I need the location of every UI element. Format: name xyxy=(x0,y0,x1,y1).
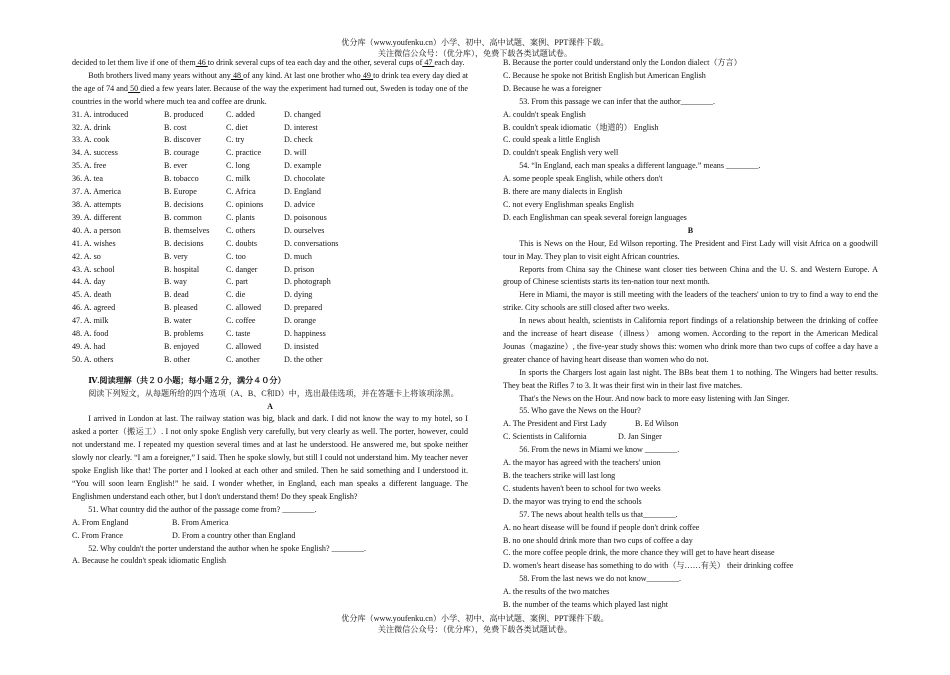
cloze-option: B. Europe xyxy=(164,187,197,197)
option: B. Ed Wilson xyxy=(635,419,679,429)
cloze-option: D. photograph xyxy=(284,277,331,287)
option: D. the mayor was trying to end the schools xyxy=(503,496,642,506)
cloze-option: 46. A. agreed xyxy=(72,303,116,313)
question-55-options-row-1 xyxy=(503,418,878,431)
cloze-option: B. decisions xyxy=(164,238,204,248)
question-52-option-b: B. Because the porter could understand only the London dialect（方言） xyxy=(503,58,742,67)
cloze-option: 40. A. a person xyxy=(72,225,121,235)
option: C. not every Englishman speaks English xyxy=(503,199,634,209)
passage-b-paragraph: That's the News on the Hour. And now back to more easy listening with Jan Singer. xyxy=(519,393,790,403)
cloze-option: D. orange xyxy=(284,316,316,326)
option: C. students haven't been to school for two weeks xyxy=(503,483,661,493)
option: C. could speak a little English xyxy=(503,135,601,145)
cloze-option-row xyxy=(72,328,468,341)
cloze-option: C. Africa xyxy=(226,187,256,197)
cloze-option: C. plants xyxy=(226,212,255,222)
option: A. some people speak English, while others don't xyxy=(503,174,663,184)
cloze-option: B. other xyxy=(164,354,191,364)
cloze-option-row xyxy=(72,302,468,315)
option: A. no heart disease will be found if people don't drink coffee xyxy=(503,522,700,532)
question-52-option-a: A. Because he couldn't speak idiomatic English xyxy=(72,556,227,566)
cloze-option: 33. A. cook xyxy=(72,135,110,145)
question-52-option-d: D. Because he was a foreigner xyxy=(503,83,602,93)
option: A. The President and First Lady xyxy=(503,419,607,429)
cloze-option: 50. A. others xyxy=(72,354,114,364)
cloze-option: D. prison xyxy=(284,264,315,274)
cloze-option: 39. A. different xyxy=(72,212,122,222)
question-52-option-c: C. Because he spoke not British English but American English xyxy=(503,70,706,80)
passage-b-paragraph: This is News on the Hour, Ed Wilson reporting. The President and First Lady will visit Africa on a goodwill tour in May. They plan to visit eight African countries. xyxy=(503,238,878,261)
option: B. couldn't speak idiomatic（地道的） English xyxy=(503,122,659,132)
cloze-option: C. diet xyxy=(226,122,248,132)
cloze-option: D. prepared xyxy=(284,303,323,313)
cloze-option: D. check xyxy=(284,135,313,145)
option: A. couldn't speak English xyxy=(503,109,586,119)
option: A. the results of the two matches xyxy=(503,587,610,597)
cloze-option: C. doubts xyxy=(226,238,258,248)
cloze-option: B. pleased xyxy=(164,303,198,313)
cloze-option: D. conversations xyxy=(284,238,339,248)
blank-49: 49 xyxy=(360,70,374,80)
header-line-1: 优分库（www.youfenku.cn）小学、初中、高中试题、案例、PPT课件下载。 xyxy=(341,38,609,47)
cloze-option: B. enjoyed xyxy=(164,341,200,351)
cloze-option: B. very xyxy=(164,251,188,261)
footer-line-2: 关注微信公众号：（优分库），免费下载各类试题试卷。 xyxy=(377,625,573,634)
cloze-option: D. poisonous xyxy=(284,212,327,222)
cloze-option: C. practice xyxy=(226,148,262,158)
cloze-option: D. insisted xyxy=(284,341,319,351)
cloze-option: 45. A. death xyxy=(72,290,112,300)
cloze-option: D. the other xyxy=(284,354,323,364)
cloze-option: B. tobacco xyxy=(164,174,199,184)
passage-b-label: B xyxy=(687,225,694,235)
cloze-option: B. way xyxy=(164,277,187,287)
cloze-option: 48. A. food xyxy=(72,329,109,339)
cloze-option: 49. A. had xyxy=(72,341,106,351)
cloze-option: D. ourselves xyxy=(284,225,325,235)
question-52: 52. Why couldn't the porter understand the author when he spoke English? ________. xyxy=(88,543,366,553)
cloze-option: B. produced xyxy=(164,109,204,119)
cloze-option: B. courage xyxy=(164,148,200,158)
cloze-option: C. allowed xyxy=(226,341,262,351)
cloze-option-row xyxy=(72,289,468,302)
cloze-option: D. changed xyxy=(284,109,321,119)
passage-b-paragraph: In news about health, scientists in California report findings of a relationship between the drinking of coffee and the increase of heart disease（illness） among women. According to the report in the American Medical Jounas（magazine）, the five-year study shows this: women who drink more than two cups of coffee a day have a greater chance of having heart disease than women who do not. xyxy=(503,316,878,364)
cloze-option-row xyxy=(72,134,468,147)
blank-46: 46 xyxy=(195,58,208,67)
cloze-option: D. will xyxy=(284,148,307,158)
option: D. From a country other than England xyxy=(172,530,296,540)
cloze-option-row xyxy=(72,251,468,264)
cloze-option: C. taste xyxy=(226,329,251,339)
passage-a-text: I arrived in London at last. The railway station was big, black and dark. I did not know the way to my hotel, so I asked a porter（搬运工）. I not only spoke English very carefully, but very clearly as well. The porter, however, could not understand me. I repeated my question several times and at last he understood. He answered me, but spoke neither slowly nor clearly. “I am a foreigner,” I said. Then he spoke slowly, but still I could not understand him. My teacher never spoke English like that! The porter and I looked at each other and smiled. Then he said something and I understood it. “You will soon learn English!” he said. I wonder whether, in England, each man speaks a different language. The Englishmen understand each other, but I don't understand them! Do they speak English? xyxy=(72,414,468,501)
footer-line-1: 优分库（www.youfenku.cn）小学、初中、高中试题、案例、PPT课件下载。 xyxy=(341,614,609,623)
cloze-option: D. happiness xyxy=(284,329,326,339)
cloze-option: B. ever xyxy=(164,161,188,171)
cloze-option-row xyxy=(72,160,468,173)
cloze-option-row xyxy=(72,264,468,277)
cloze-option: D. dying xyxy=(284,290,313,300)
page-footer xyxy=(0,613,950,635)
cloze-option-row xyxy=(72,173,468,186)
left-column xyxy=(72,57,468,568)
question-57: 57. The news about health tells us that________. xyxy=(519,509,678,519)
cloze-option: 36. A. tea xyxy=(72,174,104,184)
section-4-title: Ⅳ.阅读理解（共２０小题；每小题２分，满分４０分） xyxy=(88,375,286,385)
cloze-option: B. water xyxy=(164,316,192,326)
cloze-option-row xyxy=(72,276,468,289)
cloze-option: D. England xyxy=(284,187,321,197)
page-header xyxy=(0,37,950,59)
cloze-option: 37. A. America xyxy=(72,187,122,197)
cloze-option-row xyxy=(72,238,468,251)
blank-48: 48 xyxy=(230,70,244,80)
cloze-option: C. opinions xyxy=(226,199,264,209)
cloze-option: D. much xyxy=(284,251,312,261)
cloze-option: C. long xyxy=(226,161,250,171)
option: A. the mayor has agreed with the teachers' union xyxy=(503,458,661,468)
cloze-option: 34. A. success xyxy=(72,148,118,158)
cloze-option: 44. A. day xyxy=(72,277,106,287)
question-55-options-row-2 xyxy=(503,431,878,444)
cloze-option-row xyxy=(72,186,468,199)
cloze-option: B. themselves xyxy=(164,225,210,235)
cloze-option: C. added xyxy=(226,109,255,119)
cloze-option: B. hospital xyxy=(164,264,200,274)
cloze-option: C. coffee xyxy=(226,316,256,326)
cloze-option-row xyxy=(72,341,468,354)
option: C. From France xyxy=(72,530,124,540)
cloze-paragraph-1: decided to let them live if one of them 46 to drink several cups of tea each day and the other, several cups of 47 each day. xyxy=(72,58,465,67)
question-51-options-row-2 xyxy=(72,530,468,543)
option: D. women's heart disease has something to do with（与……有关） their drinking coffee xyxy=(503,561,794,571)
cloze-option: 35. A. free xyxy=(72,161,107,171)
cloze-option: B. problems xyxy=(164,329,204,339)
cloze-option: D. chocolate xyxy=(284,174,325,184)
right-column xyxy=(503,57,878,612)
question-54: 54. “In England, each man speaks a different language.” means ________. xyxy=(519,161,761,171)
option: A. From England xyxy=(72,517,129,527)
cloze-option: C. die xyxy=(226,290,246,300)
cloze-option-row xyxy=(72,225,468,238)
cloze-option-row xyxy=(72,354,468,367)
cloze-option-row xyxy=(72,315,468,328)
cloze-option-row xyxy=(72,212,468,225)
cloze-option: 32. A. drink xyxy=(72,122,111,132)
passage-b-paragraph: In sports the Chargers lost again last night. The BBs beat them 1 to nothing. The Wingers had better results. They beat the Rifles 7 to 3. It was their first win in their last five matches. xyxy=(503,367,878,390)
cloze-option: D. example xyxy=(284,161,322,171)
cloze-option-row xyxy=(72,122,468,135)
cloze-option-row xyxy=(72,109,468,122)
cloze-options-list xyxy=(72,109,468,367)
cloze-option: B. discover xyxy=(164,135,201,145)
cloze-option: B. dead xyxy=(164,290,189,300)
cloze-option: C. danger xyxy=(226,264,258,274)
cloze-option: B. decisions xyxy=(164,199,204,209)
cloze-option: 38. A. attempts xyxy=(72,199,122,209)
option: B. the teachers strike will last long xyxy=(503,471,616,480)
cloze-option-row xyxy=(72,199,468,212)
option: D. couldn't speak English very well xyxy=(503,148,619,158)
option: B. there are many dialects in English xyxy=(503,187,623,197)
cloze-option: 31. A. introduced xyxy=(72,109,129,119)
question-51: 51. What country did the author of the passage come from? ________. xyxy=(88,504,317,514)
question-53: 53. From this passage we can infer that the author________. xyxy=(519,96,715,106)
cloze-option: C. others xyxy=(226,225,256,235)
question-51-options-row-1 xyxy=(72,517,468,530)
cloze-option: D. advice xyxy=(284,199,316,209)
header-line-2: 关注微信公众号：（优分库），免费下载各类试题试卷。 xyxy=(377,49,573,58)
cloze-option-row xyxy=(72,147,468,160)
option: B. From America xyxy=(172,517,229,527)
blank-50: 50 xyxy=(127,83,141,93)
option: D. Jan Singer xyxy=(618,432,662,442)
passage-b-paragraph: Reports from China say the Chinese want closer ties between China and the U. S. and Western Europe. A group of Chinese scientists starts its ten-nation tour next month. xyxy=(503,264,878,287)
cloze-option: C. milk xyxy=(226,174,251,184)
option: B. the number of the teams which played last night xyxy=(503,600,668,610)
question-56: 56. From the news in Miami we know ________. xyxy=(519,445,680,455)
section-4-instructions: 阅读下列短文，从每题所给的四个选项（A、B、C和D）中，选出最佳选项，并在答题卡上将该项涂黑。 xyxy=(88,388,459,398)
cloze-paragraph-2: Both brothers lived many years without any 48 of any kind. At last one brother who 49 to drink tea every day died at the age of 74 and 50 died a few years later. Because of the way the experiment had turned out, Sweden is today one of the countries in the world where much tea and coffee are drunk. xyxy=(72,70,469,106)
cloze-option: C. too xyxy=(226,251,246,261)
cloze-option: C. allowed xyxy=(226,303,262,313)
cloze-option: 41. A. wishes xyxy=(72,238,116,248)
cloze-option: 42. A. so xyxy=(72,251,101,261)
question-58: 58. From the last news we do not know________. xyxy=(519,574,682,584)
cloze-option: C. part xyxy=(226,277,249,287)
cloze-option: B. cost xyxy=(164,122,187,132)
question-55: 55. Who gave the News on the Hour? xyxy=(519,406,641,416)
cloze-option: D. interest xyxy=(284,122,318,132)
cloze-option: C. another xyxy=(226,354,260,364)
option: B. no one should drink more than two cups of coffee a day xyxy=(503,535,693,545)
cloze-option: B. common xyxy=(164,212,202,222)
option: C. Scientists in California xyxy=(503,432,587,442)
option: D. each Englishman can speak several foreign languages xyxy=(503,212,687,222)
passage-b-paragraph: Here in Miami, the mayor is still meeting with the leaders of the teachers' union to try to find a way to end the strike. City schools are still closed after two weeks. xyxy=(503,290,878,313)
option: C. the more coffee people drink, the more chance they will get to have heart disease xyxy=(503,548,775,558)
blank-47: 47 xyxy=(422,58,435,67)
passage-a-label: A xyxy=(267,401,273,411)
cloze-option: 43. A. school xyxy=(72,264,115,274)
cloze-option: C. try xyxy=(226,135,245,145)
cloze-option: 47. A. milk xyxy=(72,316,109,326)
